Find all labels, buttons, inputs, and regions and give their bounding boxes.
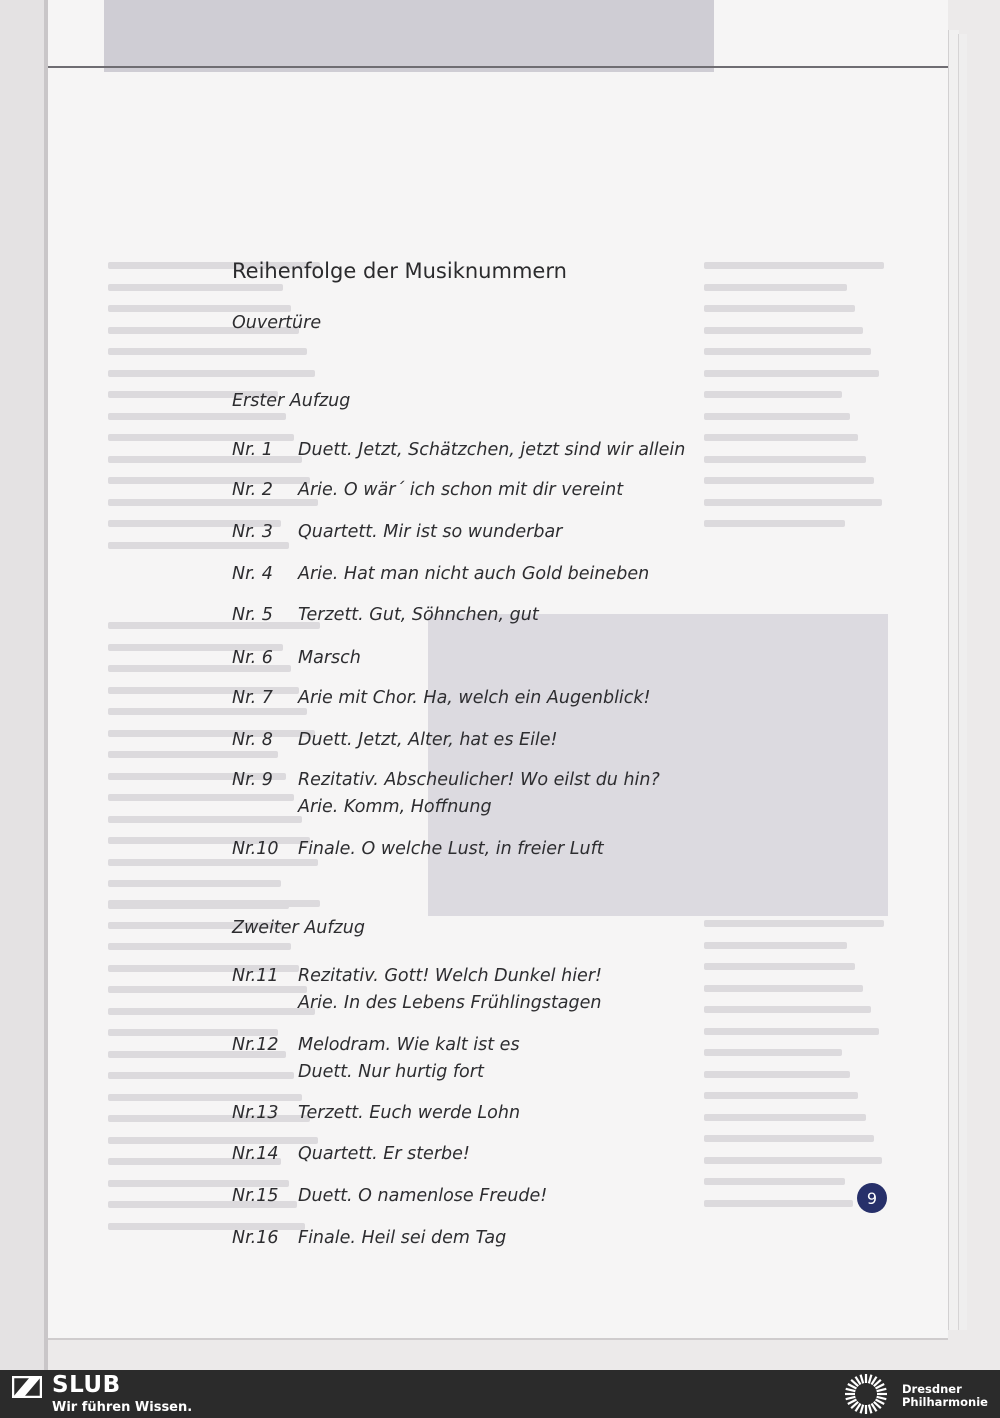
item-number: Nr. 8	[232, 730, 273, 750]
item-description: Duett. Jetzt, Alter, hat es Eile!	[298, 730, 558, 750]
show-through-line	[704, 1071, 850, 1078]
item-description: Finale. Heil sei dem Tag	[298, 1228, 507, 1248]
show-through-line	[704, 942, 847, 949]
show-through-line	[108, 859, 318, 866]
item-number: Nr.11	[232, 966, 279, 986]
show-through-line	[108, 943, 291, 950]
show-through-line	[108, 708, 307, 715]
show-through-line	[704, 1028, 879, 1035]
item-number: Nr.10	[232, 839, 279, 859]
item-description: Duett. O namenlose Freude!	[298, 1186, 548, 1206]
show-through-line	[704, 413, 850, 420]
overture-label: Ouvertüre	[232, 313, 322, 333]
show-through-line	[108, 413, 286, 420]
logo-ray	[861, 1405, 864, 1414]
show-through-line	[704, 1092, 858, 1099]
top-rule	[48, 66, 948, 68]
item-number: Nr. 3	[232, 522, 273, 542]
page-number-badge: 9	[857, 1183, 887, 1213]
item-number: Nr.12	[232, 1035, 279, 1055]
item-number: Nr. 2	[232, 480, 273, 500]
show-through-line	[704, 1049, 842, 1056]
item-number: Nr. 1	[232, 440, 273, 460]
item-number: Nr. 7	[232, 688, 273, 708]
dresdner-philharmonie-logo-icon	[842, 1372, 890, 1416]
partner-name-line2: Philharmonie	[902, 1395, 988, 1409]
page-edge	[958, 34, 967, 1330]
show-through-line	[108, 305, 291, 312]
show-through-line	[704, 520, 845, 527]
show-through-line	[704, 1135, 874, 1142]
show-through-line	[704, 262, 884, 269]
item-number: Nr. 5	[232, 605, 273, 625]
show-through-line	[108, 370, 315, 377]
page-title: Reihenfolge der Musiknummern	[232, 259, 567, 283]
show-through-line	[108, 986, 307, 993]
show-through-line	[704, 348, 871, 355]
show-through-line	[108, 1115, 310, 1122]
show-through-line	[704, 370, 879, 377]
show-through-line	[704, 1178, 845, 1185]
logo-ray	[869, 1405, 872, 1414]
show-through-line	[704, 434, 858, 441]
item-description: Arie. In des Lebens Frühlingstagen	[298, 993, 602, 1013]
show-through-image	[428, 614, 888, 916]
show-through-line	[704, 1006, 871, 1013]
show-through-line	[108, 730, 315, 737]
show-through-line	[108, 1137, 318, 1144]
logo-ray	[869, 1375, 872, 1384]
show-through-line	[704, 920, 884, 927]
scan-left-margin	[0, 0, 46, 1370]
item-description: Terzett. Gut, Söhnchen, gut	[298, 605, 539, 625]
show-through-line	[108, 900, 320, 907]
show-through-line	[108, 816, 302, 823]
item-description: Duett. Nur hurtig fort	[298, 1062, 484, 1082]
logo-ray	[846, 1389, 856, 1391]
show-through-line	[704, 1200, 853, 1207]
item-description: Quartett. Er sterbe!	[298, 1144, 470, 1164]
act1-heading: Erster Aufzug	[232, 391, 351, 411]
item-number: Nr.14	[232, 1144, 279, 1164]
item-description: Arie. Hat man nicht auch Gold beineben	[298, 564, 650, 584]
item-number: Nr. 9	[232, 770, 273, 790]
item-description: Terzett. Euch werde Lohn	[298, 1103, 521, 1123]
show-through-line	[704, 284, 847, 291]
show-through-line	[108, 284, 283, 291]
show-through-line	[704, 499, 882, 506]
show-through-line	[108, 837, 310, 844]
slub-logo-icon	[12, 1376, 42, 1398]
show-through-line	[108, 1094, 302, 1101]
item-description: Melodram. Wie kalt ist es	[298, 1035, 520, 1055]
item-number: Nr. 4	[232, 564, 273, 584]
partner-name-line1: Dresdner	[902, 1382, 962, 1396]
item-number: Nr.15	[232, 1186, 279, 1206]
partner-name	[902, 1383, 998, 1409]
show-through-line	[108, 542, 289, 549]
show-through-line	[704, 305, 855, 312]
show-through-line	[108, 1072, 294, 1079]
logo-ray	[877, 1389, 887, 1391]
item-description: Arie mit Chor. Ha, welch ein Augenblick!	[298, 688, 651, 708]
item-number: Nr.13	[232, 1103, 279, 1123]
show-through-line	[704, 391, 842, 398]
show-through-line	[108, 348, 307, 355]
show-through-line	[704, 1157, 882, 1164]
item-description: Arie. O wär´ ich schon mit dir vereint	[298, 480, 624, 500]
item-number: Nr. 6	[232, 648, 273, 668]
show-through-line	[108, 1008, 315, 1015]
item-description: Arie. Komm, Hoffnung	[298, 797, 492, 817]
slub-name: SLUB	[52, 1372, 121, 1398]
item-description: Rezitativ. Abscheulicher! Wo eilst du hin?	[298, 770, 660, 790]
show-through-line	[704, 1114, 866, 1121]
show-through-line	[108, 794, 294, 801]
show-through-line	[704, 327, 863, 334]
show-through-line	[704, 477, 874, 484]
show-through-banner	[104, 0, 714, 72]
logo-ray	[877, 1397, 887, 1399]
item-number: Nr.16	[232, 1228, 279, 1248]
show-through-line	[704, 963, 855, 970]
show-through-line	[108, 751, 278, 758]
item-description: Marsch	[298, 648, 361, 668]
slub-tagline: Wir führen Wissen.	[52, 1400, 193, 1415]
show-through-line	[108, 499, 318, 506]
logo-ray	[861, 1375, 864, 1384]
show-through-line	[108, 880, 281, 887]
act2-heading: Zweiter Aufzug	[232, 918, 365, 938]
logo-ray	[846, 1397, 856, 1399]
show-through-line	[704, 456, 866, 463]
item-description: Duett. Jetzt, Schätzchen, jetzt sind wir allein	[298, 440, 686, 460]
show-through-line	[108, 622, 320, 629]
show-through-line	[108, 477, 310, 484]
item-description: Quartett. Mir ist so wunderbar	[298, 522, 563, 542]
item-description: Rezitativ. Gott! Welch Dunkel hier!	[298, 966, 603, 986]
item-description: Finale. O welche Lust, in freier Luft	[298, 839, 604, 859]
show-through-line	[704, 985, 863, 992]
